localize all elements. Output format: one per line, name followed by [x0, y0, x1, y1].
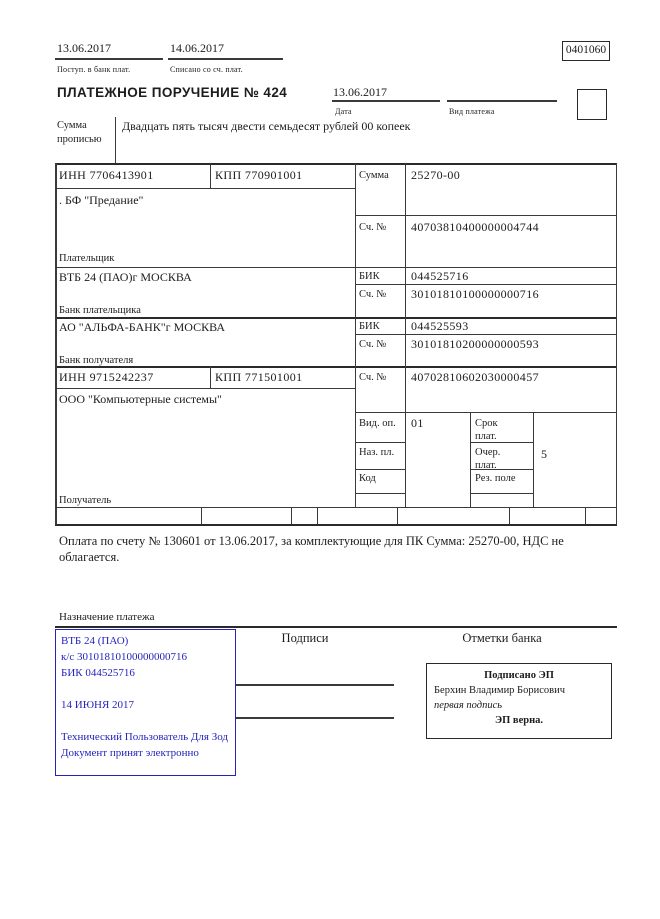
amount-words-value: Двадцать пять тысяч двести семьдесят рублей 00 копеек: [122, 119, 411, 133]
bank-marks-label: Отметки банка: [462, 631, 542, 645]
table-border: [55, 188, 356, 189]
debited-date-label: Списано со сч. плат.: [170, 65, 243, 74]
bank-stamp: [55, 629, 236, 776]
form-code: 0401060: [565, 44, 607, 56]
debited-date: 14.06.2017: [170, 41, 224, 55]
stamp-user: Технический Пользователь Для Зод: [61, 731, 229, 743]
stamp-bik: БИК 044525716: [61, 667, 135, 679]
received-date-label: Поступ. в банк плат.: [57, 65, 131, 74]
table-border: [397, 507, 398, 524]
table-border: [55, 366, 617, 368]
sum-label: Сумма: [359, 170, 389, 181]
payee-bank-name: АО "АЛЬФА-БАНК"г МОСКВА: [59, 320, 226, 334]
payee-account-label: Сч. №: [359, 372, 387, 383]
received-date: 13.06.2017: [57, 41, 111, 55]
table-border: [533, 412, 534, 507]
table-border: [509, 507, 510, 524]
table-border: [355, 442, 406, 443]
payer-bank-account-label: Сч. №: [359, 289, 387, 300]
payee-name: ООО "Компьютерные системы": [59, 392, 222, 406]
table-border: [55, 524, 617, 526]
document-title: ПЛАТЕЖНОЕ ПОРУЧЕНИЕ № 424: [57, 85, 288, 100]
stamp-spacer: [61, 713, 230, 729]
debited-date-underline: [168, 58, 283, 60]
due-date-label: Срок плат.: [475, 418, 498, 442]
payer-account-label: Сч. №: [359, 222, 387, 233]
payee-inn: ИНН 9715242237: [59, 370, 154, 384]
code-label: Код: [359, 473, 376, 484]
received-date-underline: [55, 58, 163, 60]
payer-bank-bik: 044525716: [411, 269, 469, 283]
document-date: 13.06.2017: [333, 85, 387, 99]
table-border: [55, 507, 617, 508]
payer-section-label: Плательщик: [59, 253, 115, 264]
priority-value: 5: [541, 447, 547, 461]
payer-bank-bik-label: БИК: [359, 271, 380, 282]
payee-bank-section-label: Банк получателя: [59, 355, 134, 366]
amount-words-label: Сумма прописью: [57, 120, 102, 145]
stamp-corr-account: к/с 30101810100000000716: [61, 651, 188, 663]
table-border: [616, 163, 618, 525]
payee-kpp: КПП 771501001: [215, 370, 303, 384]
table-border: [55, 267, 617, 268]
signed-title: Подписано ЭП: [484, 670, 554, 681]
date-label: Дата: [335, 107, 352, 116]
payee-account: 40702810602030000457: [411, 370, 539, 384]
payer-inn: ИНН 7706413901: [59, 168, 154, 182]
table-border: [355, 215, 617, 216]
table-border: [405, 163, 406, 507]
payment-purpose-label: Назначение платежа: [59, 611, 155, 623]
payer-account: 40703810400000004744: [411, 220, 539, 234]
signed-name: Берхин Владимир Борисович: [434, 685, 565, 696]
table-border: [55, 163, 617, 165]
payment-purpose-text: Оплата по счету № 130601 от 13.06.2017, за комплектующие для ПК Сумма: 25270-00, НДС не облагается.: [59, 534, 564, 564]
payee-section-label: Получатель: [59, 495, 112, 506]
purpose-code-label: Наз. пл.: [359, 447, 395, 458]
table-border: [55, 388, 356, 389]
sum-value: 25270-00: [411, 168, 461, 182]
table-border: [355, 163, 356, 507]
table-border: [355, 284, 617, 285]
payee-bank-bik: 044525593: [411, 319, 469, 333]
payment-type-label: Вид платежа: [449, 107, 495, 116]
stamp-bank-name: ВТБ 24 (ПАО): [61, 635, 129, 647]
payment-type-underline: [447, 100, 557, 102]
payer-bank-account: 30101810100000000716: [411, 287, 539, 301]
signed-kind: первая подпись: [434, 700, 503, 711]
reserve-field-label: Рез. поле: [475, 473, 516, 484]
table-border: [470, 493, 534, 494]
priority-label: Очер. плат.: [475, 447, 501, 471]
op-type-label: Вид. оп.: [359, 418, 396, 429]
table-border: [55, 163, 57, 525]
footer-divider: [55, 626, 617, 628]
payer-bank-name: ВТБ 24 (ПАО)г МОСКВА: [59, 270, 192, 284]
table-border: [355, 493, 406, 494]
payee-bank-bik-label: БИК: [359, 321, 380, 332]
form-code-box: [562, 41, 610, 61]
payer-kpp: КПП 770901001: [215, 168, 303, 182]
amount-words-divider: [115, 117, 116, 163]
payee-bank-account-label: Сч. №: [359, 339, 387, 350]
table-border: [470, 412, 471, 507]
table-border: [291, 507, 292, 524]
signatures-label: Подписи: [281, 631, 329, 645]
table-border: [210, 163, 211, 188]
signature-line: [236, 717, 394, 719]
payer-bank-section-label: Банк плательщика: [59, 305, 141, 316]
payee-bank-account: 30101810200000000593: [411, 337, 539, 351]
table-border: [317, 507, 318, 524]
signature-stamp: [426, 663, 612, 739]
table-border: [355, 469, 406, 470]
signed-validity: ЭП верна.: [494, 715, 543, 726]
table-border: [55, 317, 617, 319]
table-border: [355, 334, 617, 335]
table-border: [585, 507, 586, 524]
date-underline: [332, 100, 440, 102]
table-border: [355, 412, 617, 413]
stamp-spacer: [61, 681, 230, 697]
op-type-value: 01: [411, 416, 424, 430]
stamp-note: Документ принят электронно: [61, 747, 199, 759]
table-border: [201, 507, 202, 524]
table-border: [210, 366, 211, 388]
stamp-date: 14 ИЮНЯ 2017: [61, 699, 135, 711]
payment-type-box: [577, 89, 607, 120]
payer-name: . БФ "Предание": [59, 193, 144, 207]
signature-line: [236, 684, 394, 686]
